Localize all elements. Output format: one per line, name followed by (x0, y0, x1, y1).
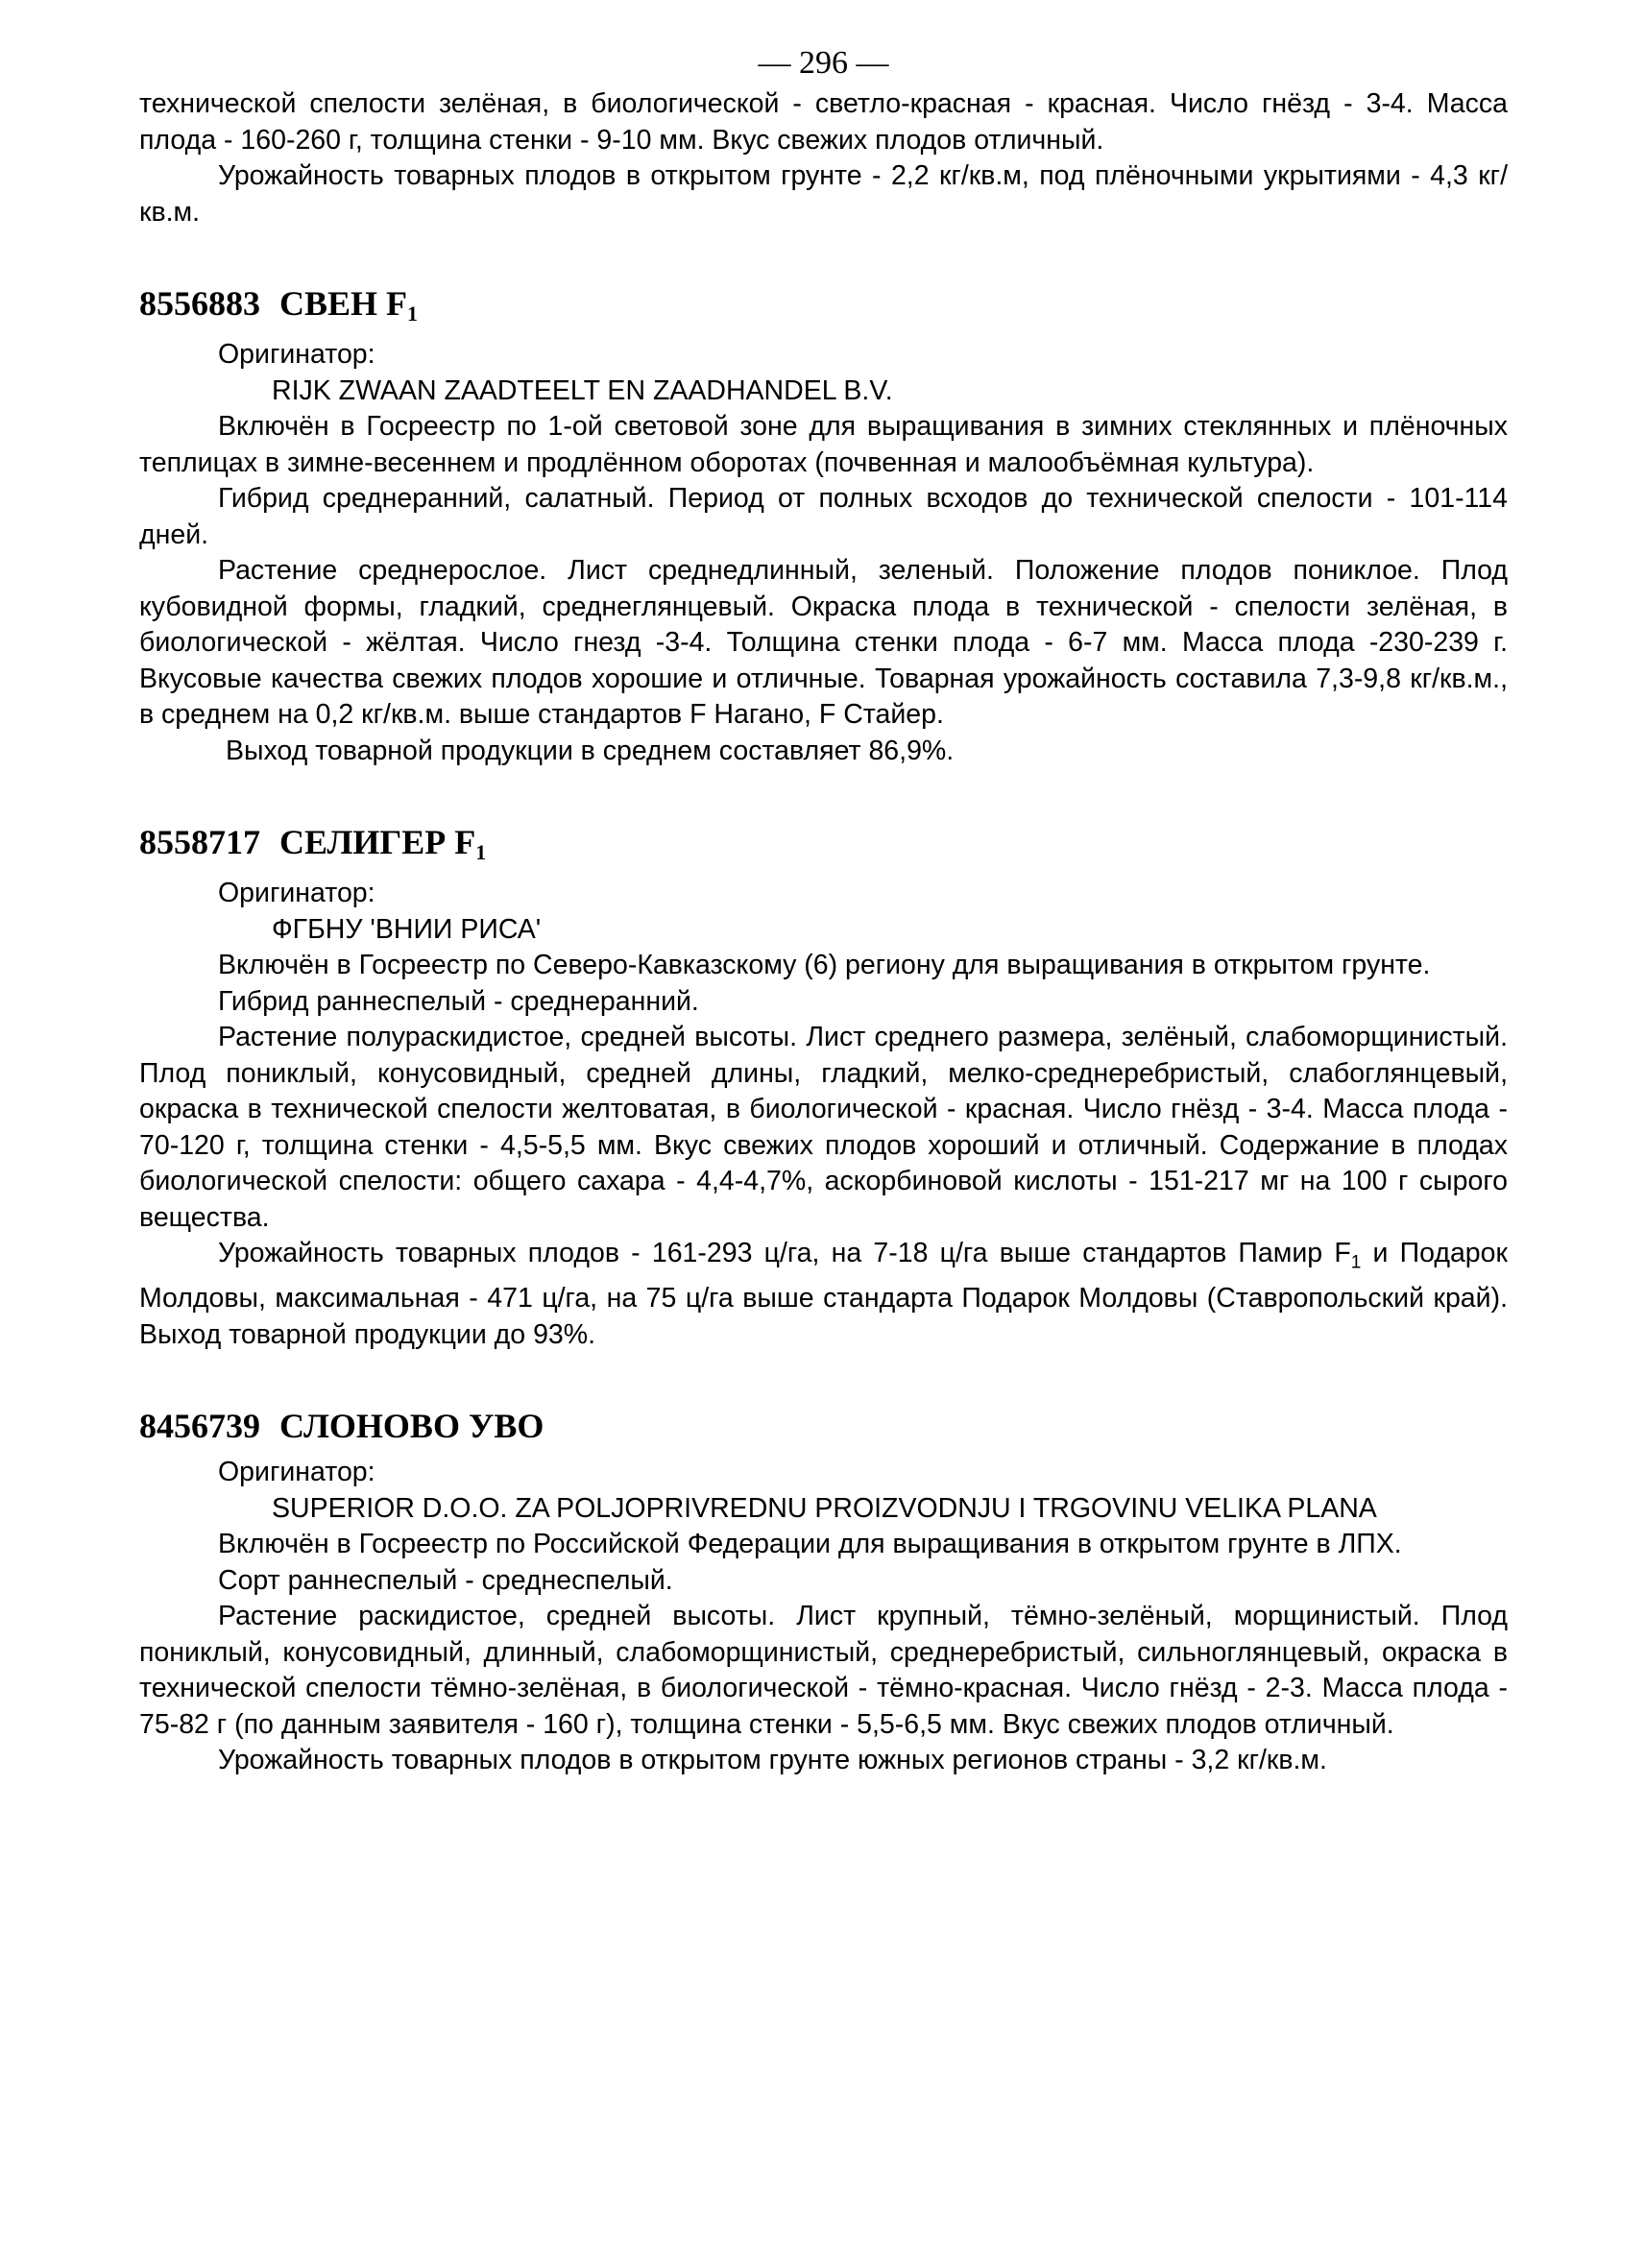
entry-subscript: 1 (475, 840, 487, 864)
entry-paragraph: Растение полураскидистое, средней высоты. Лист среднего размера, зелёный, слабоморщинистый. Плод пониклый, конусовидный, средней длины, гладкий, мелко-среднеребристый, слабоглянцевый, окраска в технической спелости желтоватая, в биологической - красная. Число гнёзд - 3-4. Масса плода - 70-120 г, толщина стенки - 4,5-5,5 мм. Вкус свежих плодов хороший и отличный. Содержание в плодах биологической спелости: общего сахара - 4,4-4,7%, аскорбиновой кислоты - 151-217 мг на 100 г сырого вещества. (139, 1022, 1508, 1233)
entry-code: 8558717 (139, 823, 260, 861)
entry-paragraph-part: и Подарок Молдовы, максимальная - 471 ц/га, на 75 ц/га выше стандарта Подарок Молдовы (Ставропольский край). Выход товарной продукции до 93%. (139, 1238, 1508, 1350)
page-number: — 296 — (758, 45, 889, 81)
originator-label: Оригинатор: (218, 1457, 375, 1488)
entry-paragraph-subscript: 1 (1350, 1252, 1362, 1273)
entry-code: 8556883 (139, 284, 260, 323)
entry-paragraph: Растение раскидистое, средней высоты. Лист крупный, тёмно-зелёный, морщинистый. Плод пониклый, конусовидный, длинный, слабоморщинистый, среднеребристый, сильноглянцевый, окраска в технической спелости тёмно-зелёная, в биологической - тёмно-красная. Число гнёзд - 2-3. Масса плода - 75-82 г (по данным заявителя - 160 г), толщина стенки - 5,5-6,5 мм. Вкус свежих плодов отличный. (139, 1601, 1508, 1740)
entry-title: СЛОНОВО УВО (279, 1407, 544, 1446)
entry-title: СВЕН F (279, 284, 408, 323)
entry-paragraph: Сорт раннеспелый - среднеспелый. (218, 1564, 673, 1596)
entry-slonovo-uvo (139, 1405, 1508, 1779)
originator-label: Оригинатор: (218, 878, 375, 908)
entry-paragraph: Гибрид среднеранний, салатный. Период от полных всходов до технической спелости - 101-114 дней. (139, 483, 1508, 550)
intro-paragraph-2: Урожайность товарных плодов в открытом грунте - 2,2 кг/кв.м, под плёночными укрытиями - 4,3 кг/кв.м. (139, 160, 1508, 228)
entry-seliger (139, 821, 1508, 1353)
entry-paragraph: Включён в Госреестр по Северо-Кавказскому (6) региону для выращивания в открытом грунте. (218, 950, 1431, 980)
entry-title: СЕЛИГЕР F (279, 823, 476, 861)
entry-paragraph: Гибрид раннеспелый - среднеранний. (218, 985, 699, 1017)
entry-heading (139, 282, 1508, 329)
originator-name: ФГБНУ 'ВНИИ РИСА' (272, 913, 542, 945)
originator-name: RIJK ZWAAN ZAADTEELT EN ZAADHANDEL B.V. (272, 374, 893, 406)
entry-paragraph: Выход товарной продукции в среднем составляет 86,9%. (226, 735, 955, 766)
entry-paragraph: Включён в Госреестр по Российской Федерации для выращивания в открытом грунте в ЛПХ. (218, 1529, 1402, 1560)
entry-sven (139, 282, 1508, 769)
originator-label: Оригинатор: (218, 339, 375, 370)
entry-code: 8456739 (139, 1407, 260, 1446)
entry-paragraph (139, 1236, 1508, 1353)
originator-name: SUPERIOR D.O.O. ZA POLJOPRIVREDNU PROIZVODNJU I TRGOVINU VELIKA PLANA (272, 1492, 1377, 1524)
document-page (139, 44, 1508, 1779)
entry-subscript: 1 (407, 302, 419, 326)
entry-paragraph: Растение среднерослое. Лист среднедлинный, зеленый. Положение плодов пониклое. Плод кубовидной формы, гладкий, среднеглянцевый. Окраска плода в технической - спелости зелёная, в биологической - жёлтая. Число гнезд -3-4. Толщина стенки плода - 6-7 мм. Масса плода -230-239 г. Вкусовые качества свежих плодов хорошие и отличные. Товарная урожайность составила 7,3-9,8 кг/кв.м., в среднем на 0,2 кг/кв.м. выше стандартов F Нагано, F Стайер. (139, 555, 1508, 730)
entry-heading (139, 1405, 1508, 1447)
entry-paragraph-part: Урожайность товарных плодов - 161-293 ц/га, на 7-18 ц/га выше стандартов Памир F (218, 1238, 1351, 1268)
entry-paragraph: Включён в Госреестр по 1-ой световой зоне для выращивания в зимних стеклянных и плёночных теплицах в зимне-весеннем и продлённом оборотах (почвенная и малообъёмная культура). (139, 411, 1508, 478)
entry-paragraph: Урожайность товарных плодов в открытом грунте южных регионов страны - 3,2 кг/кв.м. (218, 1745, 1327, 1776)
intro-paragraph-1: технической спелости зелёная, в биологической - светло-красная - красная. Число гнёзд - 3-4. Масса плода - 160-260 г, толщина стенки - 9-10 мм. Вкус свежих плодов отличный. (139, 88, 1508, 156)
entry-heading (139, 821, 1508, 868)
